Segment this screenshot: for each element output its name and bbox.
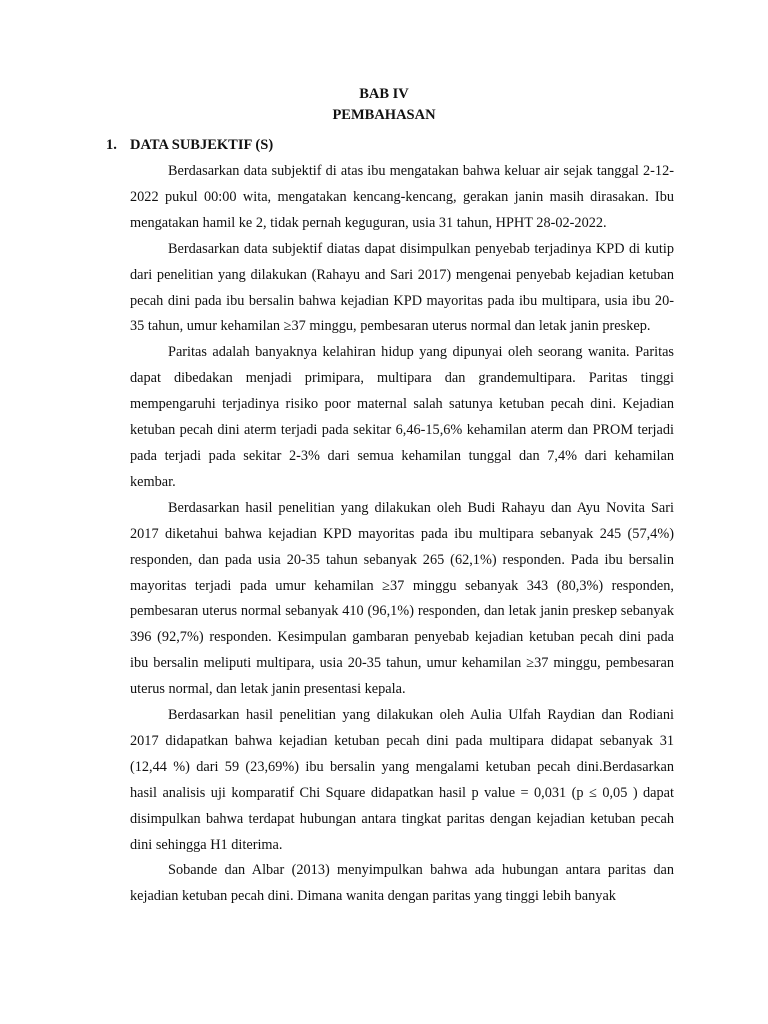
paragraph-1: Berdasarkan data subjektif di atas ibu mengatakan bahwa keluar air sejak tanggal 2-12-2022 pukul 00:00 wita, mengatakan kencang-kencang, gerakan janin masih dirasakan. Ibu mengatakan hamil ke 2, tidak pernah keguguran, usia 31 tahun, HPHT 28-02-2022. <box>130 163 674 231</box>
section-number: 1. <box>106 137 117 153</box>
paragraph-5: Berdasarkan hasil penelitian yang dilakukan oleh Aulia Ulfah Raydian dan Rodiani 2017 didapatkan bahwa kejadian ketuban pecah dini pada multipara didapat sebanyak 31 (12,44 %) dari 59 (23,69%) ibu bersalin yang mengalami ketuban pecah dini.Berdasarkan hasil analisis uji komparatif Chi Square didapatkan hasil p value = 0,031 (p ≤ 0,05 ) dapat disimpulkan bahwa terdapat hubungan antara tingkat paritas dengan kejadian ketuban pecah dini sehingga H1 diterima. <box>130 707 674 853</box>
section-title: DATA SUBJEKTIF (S) <box>130 137 274 153</box>
body-text <box>130 159 674 910</box>
paragraph-6: Sobande dan Albar (2013) menyimpulkan bahwa ada hubungan antara paritas dan kejadian ketuban pecah dini. Dimana wanita dengan paritas yang tinggi lebih banyak <box>130 862 674 905</box>
paragraph-2: Berdasarkan data subjektif diatas dapat disimpulkan penyebab terjadinya KPD di kutip dari penelitian yang dilakukan (Rahayu and Sari 2017) mengenai penyebab kejadian ketuban pecah dini pada ibu bersalin bahwa kejadian KPD mayoritas pada ibu multipara, usia ibu 20-35 tahun, umur kehamilan ≥37 minggu, pembesaran uterus normal dan letak janin preskep. <box>130 240 674 335</box>
paragraph-3: Paritas adalah banyaknya kelahiran hidup yang dipunyai oleh seorang wanita. Paritas dapat dibedakan menjadi primipara, multipara dan grandemultipara. Paritas tinggi mempengaruhi terjadinya risiko poor maternal salah satunya ketuban pecah dini. Kejadian ketuban pecah dini aterm terjadi pada sekitar 6,46-15,6% kehamilan aterm dan PROM terjadi pada terjadi pada sekitar 2-3% dari semua kehamilan tunggal dan 7,4% dari kehamilan kembar. <box>130 344 674 490</box>
section-heading <box>106 137 273 154</box>
chapter-label: BAB IV <box>359 86 409 102</box>
chapter-title: PEMBAHASAN <box>332 107 436 123</box>
paragraph-4: Berdasarkan hasil penelitian yang dilakukan oleh Budi Rahayu dan Ayu Novita Sari 2017 diketahui bahwa kejadian KPD mayoritas pada ibu multipara sebanyak 245 (57,4%) responden, dan pada usia 20-35 tahun sebanyak 265 (62,1%) responden. Pada ibu bersalin mayoritas terjadi pada umur kehamilan ≥37 minggu sebanyak 343 (80,3%) responden, pembesaran uterus normal sebanyak 410 (96,1%) responden, dan letak janin preskep sebanyak 396 (92,7%) responden. Kesimpulan gambaran penyebab kejadian ketuban pecah dini pada ibu bersalin meliputi multipara, usia 20-35 tahun, umur kehamilan ≥37 minggu, pembesaran uterus normal, dan letak janin presentasi kepala. <box>130 499 674 698</box>
